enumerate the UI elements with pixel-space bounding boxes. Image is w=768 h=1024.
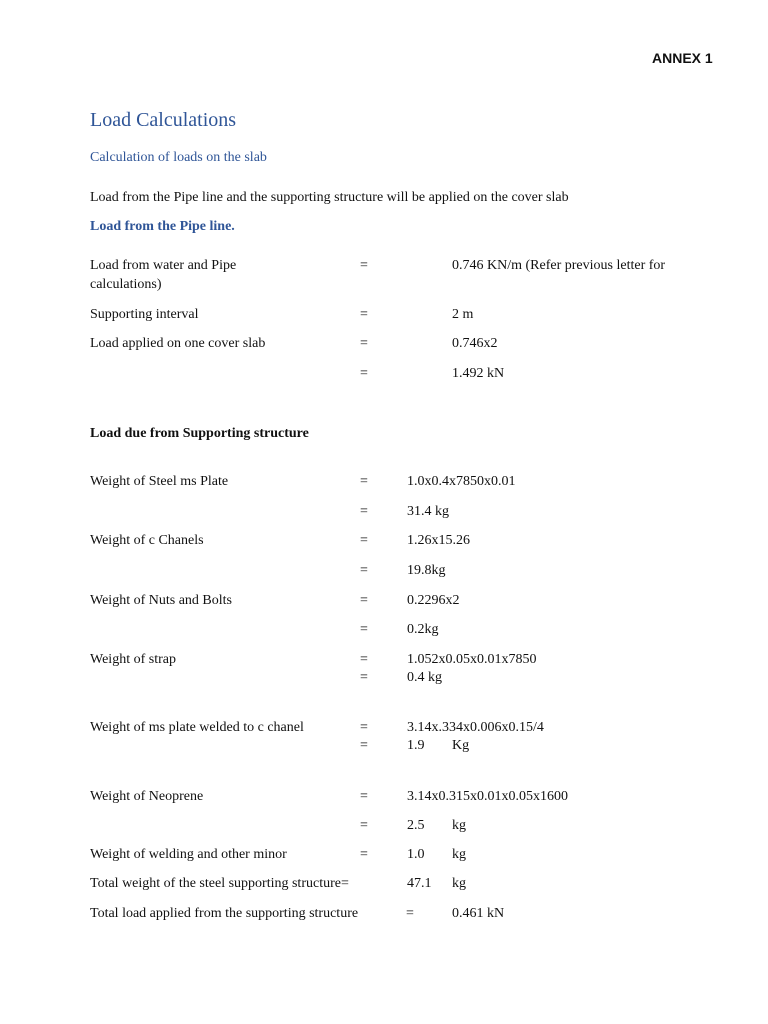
row-value: 0.2296x2 — [407, 593, 460, 608]
row-equals: = — [360, 563, 368, 578]
row-equals: = — [360, 670, 368, 685]
row-equals: = — [406, 906, 414, 921]
calc-row — [0, 256, 768, 275]
row-value: 0.746 KN/m (Refer previous letter for — [452, 258, 666, 273]
calc-row — [0, 305, 768, 324]
row-equals: = — [360, 720, 368, 735]
row-label: Total weight of the steel supporting structure= — [90, 876, 349, 891]
row-label: Total load applied from the supporting structure — [90, 906, 359, 921]
calc-row — [0, 668, 768, 687]
row-value: 3.14x.334x0.006x0.15/4 — [407, 720, 544, 735]
row-equals: = — [360, 366, 368, 381]
row-value: 0.461 kN — [452, 906, 505, 921]
row-value: 3.14x0.315x0.01x0.05x1600 — [407, 789, 568, 804]
calc-row — [0, 364, 768, 383]
calc-row — [0, 561, 768, 580]
calc-row — [0, 502, 768, 521]
annex-label: ANNEX 1 — [652, 50, 713, 66]
calc-row — [0, 650, 768, 669]
row-label: Load from water and Pipe — [90, 258, 237, 273]
page-title: Load Calculations — [90, 109, 237, 131]
row-equals: = — [360, 533, 368, 548]
row-equals: = — [360, 307, 368, 322]
row-value: 1.0 — [407, 847, 425, 862]
calc-row — [0, 472, 768, 491]
calc-row — [0, 874, 768, 893]
calc-row — [0, 531, 768, 550]
intro-text: Load from the Pipe line and the supporting structure will be applied on the cover slab — [90, 190, 569, 205]
row-value: 1.052x0.05x0.01x7850 — [407, 652, 537, 667]
row-value: 47.1 — [407, 876, 432, 891]
row-equals: = — [360, 258, 368, 273]
page-subtitle: Calculation of loads on the slab — [90, 150, 267, 165]
row-equals: = — [360, 504, 368, 519]
calc-row — [0, 591, 768, 610]
row-label: Weight of c Chanels — [90, 533, 204, 548]
row-label: Weight of welding and other minor — [90, 847, 287, 862]
calc-row — [0, 816, 768, 835]
row-value: 1.9 — [407, 738, 425, 753]
row-label: Load applied on one cover slab — [90, 336, 266, 351]
row-equals: = — [360, 738, 368, 753]
row-equals: = — [360, 652, 368, 667]
row-label: Weight of strap — [90, 652, 176, 667]
calc-row — [0, 736, 768, 755]
row-value: 1.26x15.26 — [407, 533, 470, 548]
row-value: 19.8kg — [407, 563, 446, 578]
row-equals: = — [360, 818, 368, 833]
section-support-heading: Load due from Supporting structure — [90, 426, 309, 441]
row-equals: = — [360, 336, 368, 351]
calc-row — [0, 334, 768, 353]
row-value: 31.4 kg — [407, 504, 449, 519]
row-value: 1.492 kN — [452, 366, 505, 381]
row-value: 0.2kg — [407, 622, 439, 637]
calc-row — [0, 904, 768, 923]
row-unit: kg — [452, 847, 466, 862]
row-equals: = — [360, 474, 368, 489]
row-value: 2.5 — [407, 818, 425, 833]
row-equals: = — [360, 847, 368, 862]
row-value: 0.4 kg — [407, 670, 442, 685]
row-label: Weight of Nuts and Bolts — [90, 593, 232, 608]
row-unit: kg — [452, 876, 466, 891]
calc-row — [0, 620, 768, 639]
row-unit: Kg — [452, 738, 470, 753]
row-continuation-text: calculations) — [90, 277, 162, 292]
row-unit: kg — [452, 818, 466, 833]
row-label: Weight of Neoprene — [90, 789, 204, 804]
calc-row — [0, 718, 768, 737]
row-equals: = — [360, 593, 368, 608]
row-equals: = — [360, 789, 368, 804]
row-label: Weight of Steel ms Plate — [90, 474, 229, 489]
row-equals: = — [360, 622, 368, 637]
row-value: 2 m — [452, 307, 474, 322]
calc-row — [0, 845, 768, 864]
calc-row — [0, 787, 768, 806]
row-label: Supporting interval — [90, 307, 199, 322]
row-value: 1.0x0.4x7850x0.01 — [407, 474, 516, 489]
row-value: 0.746x2 — [452, 336, 498, 351]
section-pipe-heading: Load from the Pipe line. — [90, 219, 235, 234]
calc-row-continuation — [0, 275, 768, 294]
row-label: Weight of ms plate welded to c chanel — [90, 720, 304, 735]
